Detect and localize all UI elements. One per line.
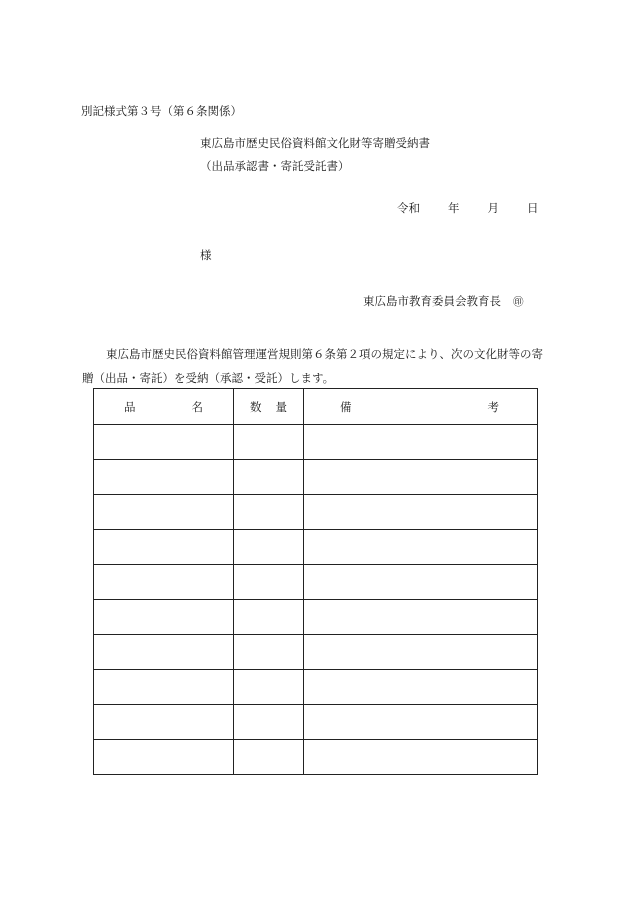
cell-item-name[interactable] [94,670,234,705]
cell-remarks[interactable] [304,495,538,530]
header-quantity-char-2: 量 [275,399,287,414]
cell-quantity[interactable] [234,740,304,775]
cell-remarks[interactable] [304,565,538,600]
cell-item-name[interactable] [94,565,234,600]
cell-remarks[interactable] [304,600,538,635]
cell-remarks[interactable] [304,425,538,460]
table-row [94,495,538,530]
cell-quantity[interactable] [234,635,304,670]
body-text: 東広島市歴史民俗資料館管理運営規則第６条第２項の規定により、次の文化財等の寄贈（出品・寄託）を受納（承認・受託）します。 [82,347,543,385]
cell-quantity[interactable] [234,425,304,460]
cell-remarks[interactable] [304,460,538,495]
cell-item-name[interactable] [94,635,234,670]
cell-quantity[interactable] [234,670,304,705]
cell-quantity[interactable] [234,565,304,600]
cell-remarks[interactable] [304,635,538,670]
cell-item-name[interactable] [94,495,234,530]
cell-item-name[interactable] [94,425,234,460]
date-line [397,203,539,215]
seal-mark: ㊞ [513,296,524,308]
table-row [94,670,538,705]
table-row [94,740,538,775]
cell-item-name[interactable] [94,705,234,740]
header-item-name [94,389,234,425]
header-remarks-char-2: 考 [487,399,499,414]
cell-remarks[interactable] [304,740,538,775]
sender-line [363,296,524,308]
cell-remarks[interactable] [304,705,538,740]
table-row [94,600,538,635]
items-table [93,388,538,775]
cell-quantity[interactable] [234,495,304,530]
header-remarks [304,389,538,425]
document-subtitle: （出品承認書・寄託受託書） [200,159,350,173]
recipient-suffix: 様 [200,248,212,262]
form-number: 別記様式第３号（第６条関係） [81,104,242,118]
cell-item-name[interactable] [94,460,234,495]
document-title: 東広島市歴史民俗資料館文化財等寄贈受納書 [200,136,430,150]
header-item-name-char-2: 名 [191,399,203,414]
table-row [94,635,538,670]
cell-quantity[interactable] [234,460,304,495]
date-month-label: 月 [487,201,499,215]
table-row [94,460,538,495]
cell-item-name[interactable] [94,740,234,775]
table-row [94,705,538,740]
cell-quantity[interactable] [234,705,304,740]
date-year-label: 年 [448,201,460,215]
header-remarks-char-1: 備 [340,399,352,414]
header-quantity-char-1: 数 [250,399,262,414]
cell-quantity[interactable] [234,600,304,635]
table-header-row [94,389,538,425]
date-day-label: 日 [527,201,539,215]
date-era: 令和 [397,201,420,215]
header-quantity [234,389,304,425]
sender-name: 東広島市教育委員会教育長 [363,294,501,308]
table-row [94,565,538,600]
cell-quantity[interactable] [234,530,304,565]
table-row [94,425,538,460]
cell-remarks[interactable] [304,530,538,565]
cell-item-name[interactable] [94,530,234,565]
cell-item-name[interactable] [94,600,234,635]
table-row [94,530,538,565]
cell-remarks[interactable] [304,670,538,705]
header-item-name-char-1: 品 [124,399,136,414]
